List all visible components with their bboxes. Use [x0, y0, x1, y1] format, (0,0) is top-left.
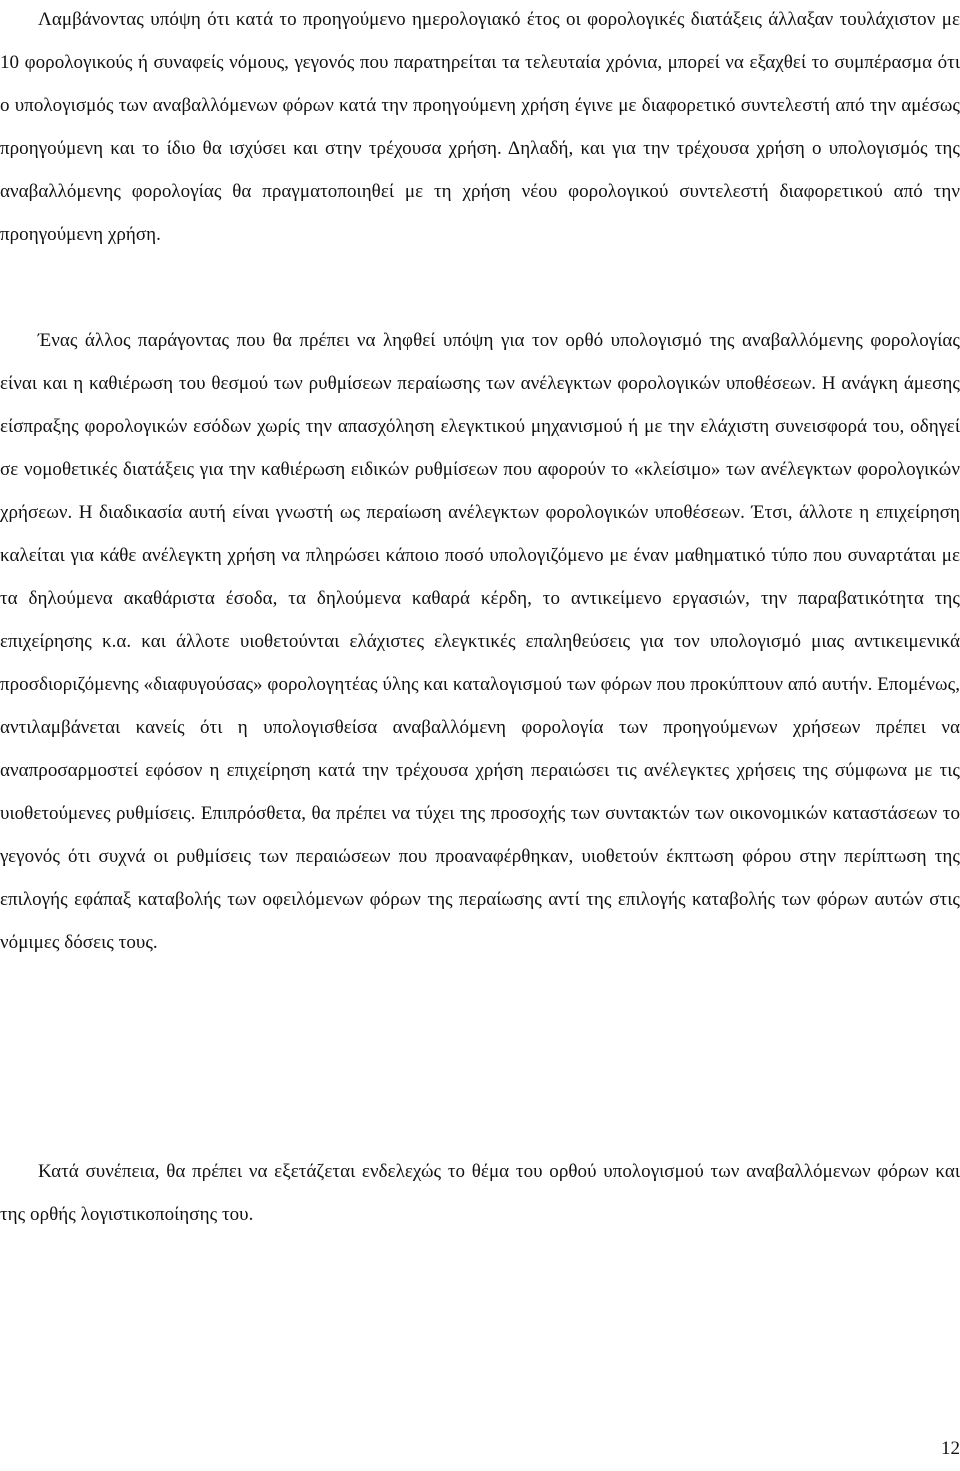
paragraph-deferred-tax-rate: Λαμβάνοντας υπόψη ότι κατά το προηγούμενο ημερολογιακό έτος οι φορολογικές διατάξεις άλλαξαν τουλάχιστον με 10 φορολογικούς ή συναφείς νόμους, γεγονός που παρατηρείται τα τελευταία χρόνια, μπορεί να εξαχθεί το συμπέρασμα ότι ο υπολογισμός των αναβαλλόμενων φόρων κατά την προηγούμενη χρήση έγινε με διαφορετικό συντελεστή από την αμέσως προηγούμενη και το ίδιο θα ισχύσει και στην τρέχουσα χρήση. Δηλαδή, και για την τρέχουσα χρήση ο υπολογισμός της αναβαλλόμενης φορολογίας θα πραγματοποιηθεί με τη χρήση νέου φορολογικού συντελεστή διαφορετικού από την προηγούμενη χρήση.	[0, 9, 960, 245]
page-number: 12	[941, 1438, 960, 1459]
paragraph-conclusion: Κατά συνέπεια, θα πρέπει να εξετάζεται ενδελεχώς το θέμα του ορθού υπολογισμού των αναβαλλόμενων φόρων και της ορθής λογιστικοποίησης του.	[0, 1161, 960, 1225]
paragraph-tax-settlement: Ένας άλλος παράγοντας που θα πρέπει να ληφθεί υπόψη για τον ορθό υπολογισμό της αναβαλλόμενης φορολογίας είναι και η καθιέρωση του θεσμού των ρυθμίσεων περαίωσης των ανέλεγκτων φορολογικών υποθέσεων. Η ανάγκη άμεσης είσπραξης φορολογικών εσόδων χωρίς την απασχόληση ελεγκτικού μηχανισμού ή με την ελάχιστη συνεισφορά του, οδηγεί σε νομοθετικές διατάξεις για την καθιέρωση ειδικών ρυθμίσεων που αφορούν το «κλείσιμο» των ανέλεγκτων φορολογικών χρήσεων. Η διαδικασία αυτή είναι γνωστή ως περαίωση ανέλεγκτων φορολογικών υποθέσεων. Έτσι, άλλοτε η επιχείρηση καλείται για κάθε ανέλεγκτη χρήση να πληρώσει κάποιο ποσό υπολογιζόμενο με έναν μαθηματικό τύπο που συναρτάται με τα δηλούμενα ακαθάριστα έσοδα, τα δηλούμενα καθαρά κέρδη, το αντικείμενο εργασιών, την παραβατικότητα της επιχείρησης κ.α. και άλλοτε υιοθετούνται ελάχιστες ελεγκτικές επαληθεύσεις για τον υπολογισμό μιας αντικειμενικά προσδιοριζόμενης «διαφυγούσας» φορολογητέας ύλης και καταλογισμού των φόρων που προκύπτουν από αυτήν. Επομένως, αντιλαμβάνεται κανείς ότι η υπολογισθείσα αναβαλλόμενη φορολογία των προηγούμενων χρήσεων πρέπει να αναπροσαρμοστεί εφόσον η επιχείρηση κατά την τρέχουσα χρήση περαιώσει τις ανέλεγκτες χρήσεις της σύμφωνα με τις υιοθετούμενες ρυθμίσεις. Επιπρόσθετα, θα πρέπει να τύχει της προσοχής των συντακτών των οικονομικών καταστάσεων το γεγονός ότι συχνά οι ρυθμίσεις των περαιώσεων που προαναφέρθηκαν, υιοθετούν έκπτωση φόρου στην περίπτωση της επιλογής εφάπαξ καταβολής των οφειλόμενων φόρων της περαίωσης αντί της επιλογής καταβολής των φόρων αυτών στις νόμιμες δόσεις τους.	[0, 330, 960, 953]
